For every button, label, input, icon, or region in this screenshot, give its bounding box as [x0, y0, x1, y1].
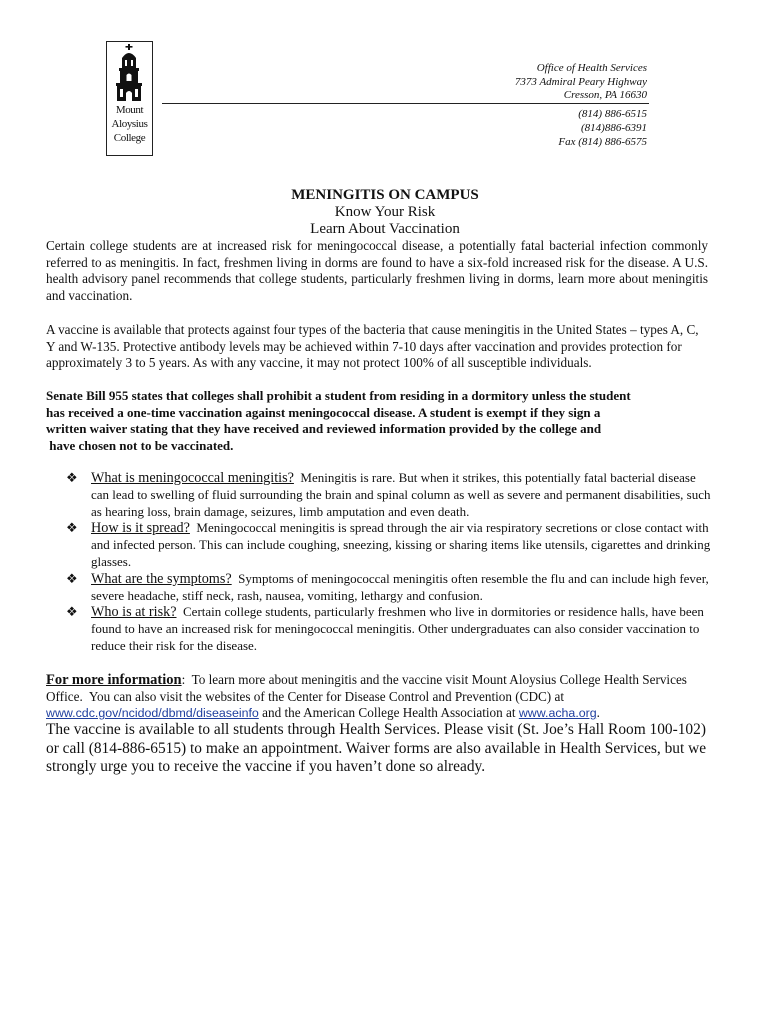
faq-item [66, 604, 716, 654]
faq-question: What are the symptoms? [91, 570, 232, 587]
info-text: and the American College Health Association at [258, 705, 519, 720]
diamond-bullet-icon: ❖ [66, 570, 78, 586]
phone-number: (814) 886-6515 [578, 108, 647, 120]
diamond-bullet-icon: ❖ [66, 520, 78, 536]
notice-line: have chosen not to be vaccinated. [46, 437, 234, 453]
intro-paragraph: Certain college students are at increased risk for meningococcal disease, a potentially fatal bacterial infection commonly referred to as meningitis. In fact, freshmen living in dorms are found to have a six-fold increased risk for the disease. A U.S. health advisory panel recommends that college students, particularly freshmen living in dorms, learn more about meningitis and vaccination. [46, 238, 708, 303]
faq-answer: Certain college students, particularly freshmen who live in dormitories or residence halls, have been found to have an increased risk for meningococcal meningitis. Other undergraduates can also consider vaccination to reduce their risk for the disease. [91, 604, 704, 653]
office-address [515, 62, 647, 103]
diamond-bullet-icon: ❖ [66, 470, 78, 485]
street-address: 7373 Admiral Peary Highway [514, 75, 647, 88]
cdc-link[interactable]: www.cdc.gov/ncidod/dbmd/diseaseinfo [46, 706, 259, 720]
more-information-paragraph [46, 672, 706, 722]
city-state-zip: Cresson, PA 16630 [563, 89, 647, 101]
document-subtitle: Know Your Risk [334, 204, 436, 220]
document-title: MENINGITIS ON CAMPUS [291, 187, 479, 203]
logo-line: College [113, 132, 146, 144]
college-logo [106, 41, 153, 156]
faq-answer: Meningococcal meningitis is spread through the air via respiratory secretions or close contact with and infected person. This can include coughing, sneezing, kissing or sharing items like utensils, cigarettes and drinking glasses. [91, 520, 711, 569]
vaccine-paragraph: A vaccine is available that protects against four types of the bacteria that cause meningitis in the United States – types A, C, Y and W-135. Protective antibody levels may be achieved within 7-10 days after vaccination and provides protection for approximately 3 to 5 years. As with any vaccine, it may not protect 100% of all susceptible individuals. [46, 322, 699, 370]
closing-paragraph: The vaccine is available to all students through Health Services. Please visit (St. Joe’s Hall Room 100-102) or call (814-886-6515) to make an appointment. Waiver forms are also available in Health Services, but we strongly urge you to receive the vaccine if you haven’t done so already. [46, 721, 707, 776]
document-subtitle: Learn About Vaccination [310, 221, 460, 237]
diamond-bullet-icon: ❖ [66, 604, 78, 620]
notice-line: written waiver stating that they have received and reviewed information provided by the college and [46, 421, 602, 436]
notice-line: Senate Bill 955 states that colleges shall prohibit a student from residing in a dormitory unless the student [46, 388, 631, 403]
contact-numbers [558, 107, 647, 149]
faq-question: Who is at risk? [91, 604, 177, 621]
faq-item [66, 571, 716, 605]
heading-colon: : [181, 672, 186, 687]
chapel-tower-icon [107, 42, 152, 104]
more-information-heading: For more information [46, 672, 182, 688]
logo-text [107, 103, 152, 145]
acha-link[interactable]: www.acha.org [518, 706, 597, 720]
document-title-block [0, 186, 770, 238]
office-name: Office of Health Services [536, 62, 647, 74]
logo-line: Aloysius [111, 118, 148, 130]
faq-question: How is it spread? [91, 520, 190, 537]
info-text: . [596, 705, 600, 720]
letterhead-divider [162, 103, 649, 104]
fax-number: Fax (814) 886-6575 [558, 136, 647, 148]
faq-answer: Symptoms of meningococcal meningitis often resemble the flu and can include high fever, severe headache, stiff neck, rash, nausea, vomiting, lethargy and confusion. [91, 570, 709, 603]
senate-bill-notice [46, 388, 708, 454]
notice-line: has received a one-time vaccination against meningococcal disease. A student is exempt if they sign a [46, 404, 601, 420]
info-text: To learn more about meningitis and the vaccine visit Mount Aloysius College Health Services Office. You can also visit the websites of the Center for Disease Control and Prevention (CDC) at [46, 672, 691, 704]
faq-question: What is meningococcal meningitis? [91, 470, 294, 486]
faq-list [66, 470, 716, 655]
faq-answer: Meningitis is rare. But when it strikes, this potentially fatal bacterial disease can lead to swelling of fluid surrounding the brain and spinal column as well as severe and permanent disabilities, such as hearing loss, brain damage, seizures, limb amputation and even death. [91, 470, 711, 519]
phone-number: (814)886-6391 [581, 122, 647, 134]
faq-item [66, 520, 716, 570]
faq-item [66, 470, 716, 520]
logo-line: Mount [115, 104, 144, 116]
